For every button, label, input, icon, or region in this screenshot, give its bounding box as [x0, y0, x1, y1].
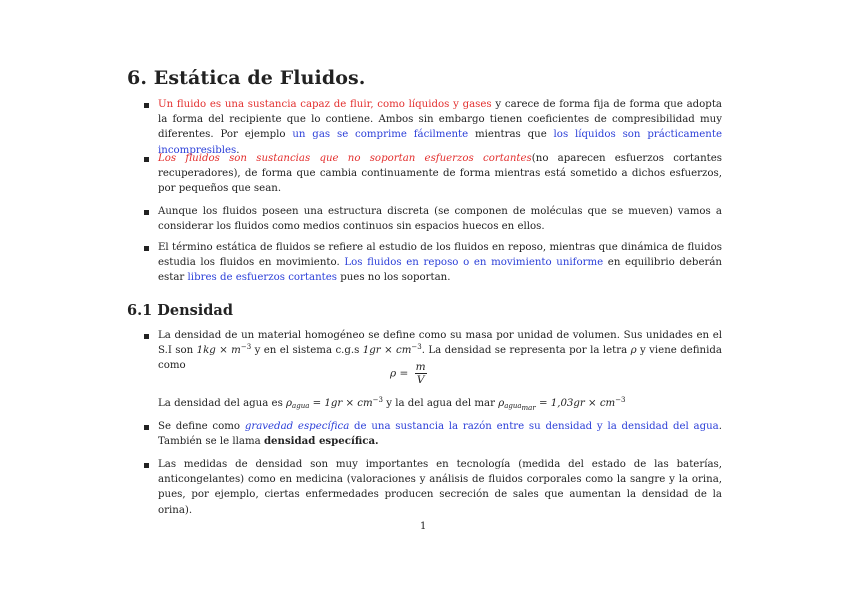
text-run: La densidad del agua es: [158, 398, 287, 409]
math-value: = 1gr × cm: [309, 398, 373, 409]
paragraph-fluid-definition: [158, 97, 722, 158]
bullet-marker: [144, 334, 149, 339]
text-run: y en el sistema c.g.s: [251, 345, 363, 357]
paragraph-shear-stress: [158, 151, 722, 197]
subsection-title: 6.1 Densidad: [127, 302, 233, 319]
math-subsubscript: mar: [521, 404, 536, 412]
bullet-marker: [144, 103, 149, 108]
math-unit-si: 1kg × m: [196, 345, 241, 357]
bullet-marker: [144, 463, 149, 468]
paragraph-density-applications: [158, 457, 722, 518]
math-subscript: [504, 402, 536, 410]
highlight-blue: de una sustancia la razón entre su densidad: [349, 421, 593, 432]
math-rho: ρ: [630, 345, 637, 357]
text-run: y viene definida como: [158, 345, 722, 372]
math-exponent: −3: [372, 396, 383, 404]
math-rho: ρ: [498, 398, 505, 409]
highlight-blue-italic: gravedad específica: [244, 421, 350, 432]
highlight-blue: Los fluidos en reposo o en movimiento uniforme: [344, 257, 604, 269]
bullet-marker: [144, 157, 149, 162]
text-run: Las medidas de densidad son muy importantes en tecnología (medida del estado de las baterías, anticongelantes) como en medicina (valoraciones y análisis de fluidos corporales como la sangre y la orina, pues, por ejemplo, ciertas enfermedades producen secreción de sales que aumentan la densidad de la orina).: [158, 459, 722, 516]
bullet-marker: [144, 425, 149, 430]
text-run: Se define como: [158, 421, 245, 432]
text-run: (no aparecen esfuerzos cortantes recuperadores), de forma que cambia continuamente de forma mientras está sometido a dichos esfuerzos, por pequeños que sean.: [158, 153, 722, 195]
highlight-blue: un gas se comprime fácilmente: [292, 129, 469, 141]
text-run: . También se le llama: [158, 421, 723, 448]
text-run: El término estática de fluidos se refiere al estudio de los fluidos en reposo, mientras que dinámica de fluidos estudia los fluidos en movimiento.: [158, 242, 722, 269]
paragraph-water-density: [158, 396, 722, 411]
highlight-red-italic: Los fluidos son sustancias que no soportan esfuerzos cortantes: [158, 153, 532, 164]
math-unit-cgs: 1gr × cm: [362, 345, 412, 357]
math-rho: ρ: [286, 398, 293, 409]
math-subscript-text: agua: [504, 402, 522, 410]
text-run: y carece de forma fija de forma que adopta la forma del recipiente que lo contiene. Ambos sin embargo tienen coeficientes de compresibilidad muy diferentes. Por ejemplo: [158, 99, 722, 141]
page-number: 1: [420, 521, 427, 532]
highlight-red: Un fluido es una sustancia capaz de fluir, como líquidos y gases: [158, 99, 492, 110]
fraction-numerator: m: [415, 361, 426, 373]
text-run: La densidad de un material homogéneo se define como su masa por unidad de volumen. Sus unidades en el S.I son: [158, 330, 722, 357]
bullet-marker: [144, 246, 149, 251]
text-run: . La densidad se representa por la letra: [421, 345, 631, 357]
math-exponent: −3: [411, 343, 422, 352]
text-run: en equilibrio deberán estar: [158, 257, 722, 284]
section-title: 6. Estática de Fluidos.: [127, 67, 366, 89]
equation-lhs: ρ =: [390, 367, 409, 380]
paragraph-specific-gravity: [158, 419, 722, 449]
math-exponent: −3: [240, 343, 252, 352]
text-run: Aunque los fluidos poseen una estructura discreta (se componen de moléculas que se mueven) vamos a considerar los fluidos como medios continuos sin espacios huecos en ellos.: [158, 206, 722, 233]
equation-fraction: [415, 361, 427, 386]
highlight-blue: los líquidos son prácticamente incompresibles: [158, 129, 722, 156]
text-run: .: [236, 144, 240, 156]
bullet-marker: [144, 210, 149, 215]
text-run: pues no los soportan.: [336, 272, 451, 284]
paragraph-continuum: [158, 204, 722, 234]
text-run: mientras que: [468, 129, 554, 141]
bold-term: densidad específica.: [263, 435, 379, 448]
math-subscript: agua: [292, 402, 310, 410]
paragraph-density-definition: [158, 328, 722, 374]
text-run: y la del agua del mar: [382, 398, 499, 409]
math-value: = 1,03gr × cm: [535, 398, 616, 409]
math-exponent: −3: [615, 396, 626, 404]
text-run: y: [592, 421, 608, 432]
highlight-blue: libres de esfuerzos cortantes: [187, 272, 337, 284]
paragraph-fluid-statics: [158, 240, 722, 286]
highlight-blue: la densidad del agua: [607, 421, 719, 432]
fraction-denominator: V: [416, 374, 425, 386]
density-equation: [390, 361, 427, 386]
